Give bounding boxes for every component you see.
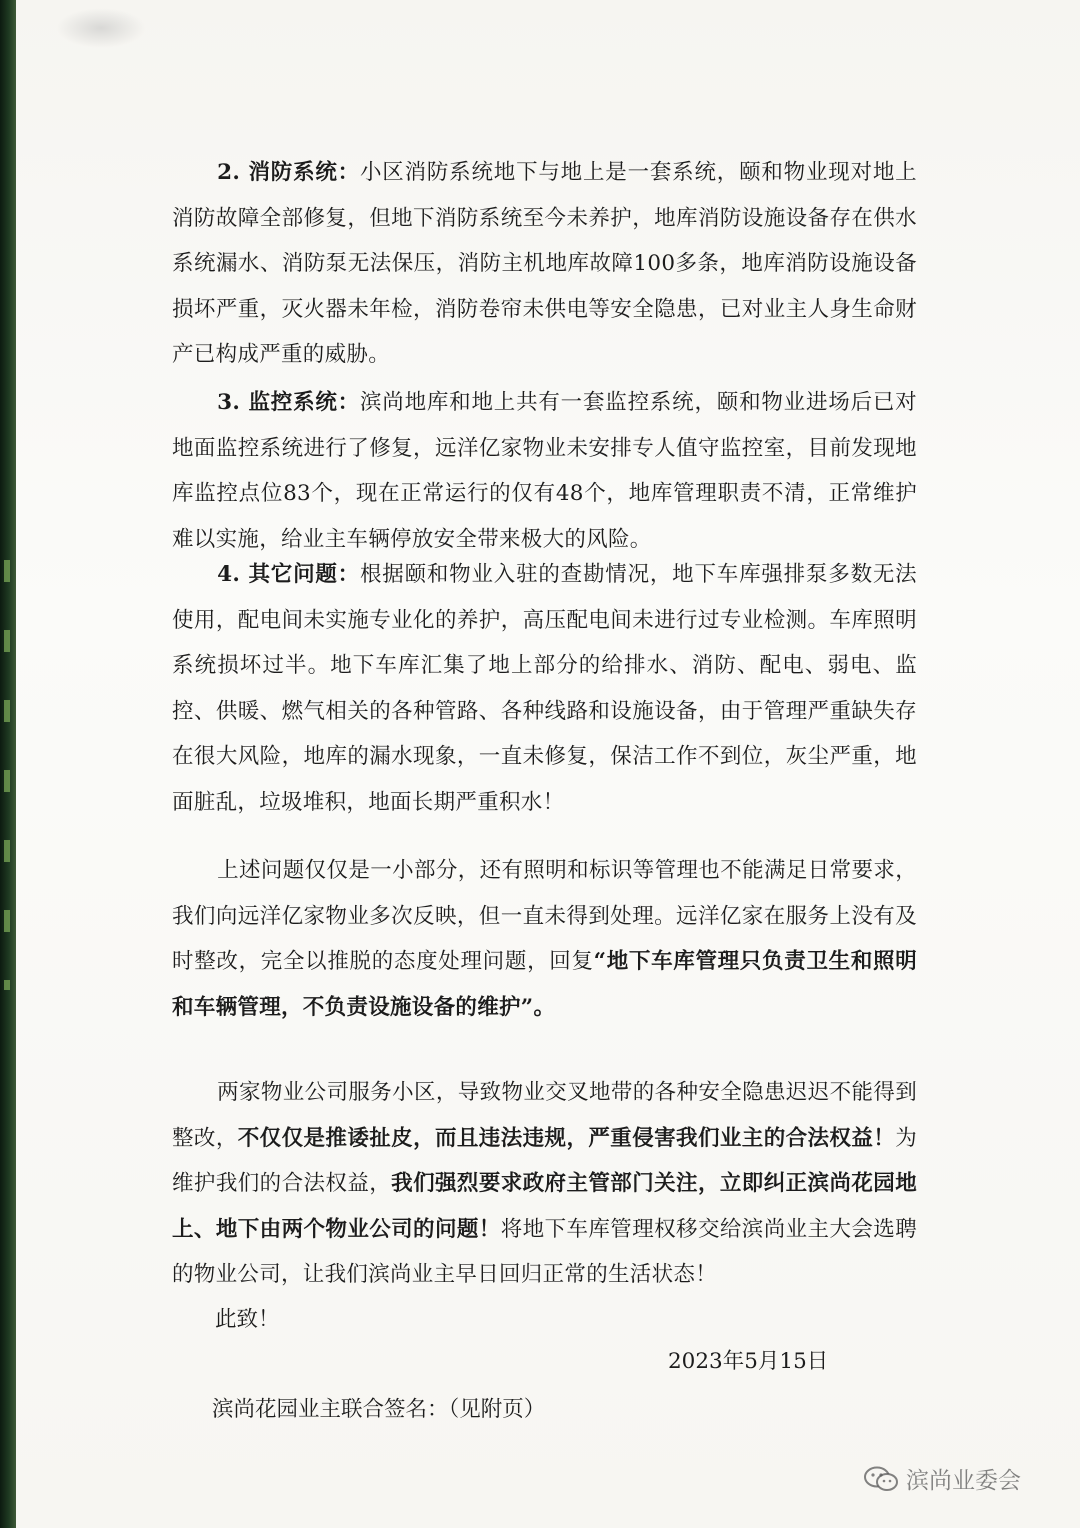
section-heading: 2. 消防系统：	[217, 160, 360, 185]
paragraph-text: 两家物业公司服务小区，导致物业交叉地带的各种安全隐患迟迟不能得到整改，	[172, 1080, 917, 1151]
paragraph-summary	[172, 848, 917, 1030]
paragraph-text: 为维护我们的合法权益，	[172, 1125, 917, 1196]
paragraph-text: 将地下车库管理权移交给滨尚业主大会选聘的物业公司，让我们滨尚业主早日回归正常的生活状态！	[172, 1216, 917, 1287]
section-other-issues	[172, 552, 917, 825]
document-date: 2023年5月15日	[668, 1349, 829, 1374]
paragraph-demand	[172, 1070, 917, 1298]
watermark-text: 滨尚业委会	[906, 1468, 1021, 1494]
section-monitoring-system	[172, 380, 917, 562]
bold-text: 不仅仅是推诿扯皮，而且违法违规，严重侵害我们业主的合法权益！	[237, 1125, 896, 1151]
closing-salutation: 此致！	[215, 1307, 280, 1332]
wechat-icon	[862, 1465, 900, 1493]
section-text: 小区消防系统地下与地上是一套系统，颐和物业现对地上消防故障全部修复，但地下消防系统至今未养护，地库消防设施设备存在供水系统漏水、消防泵无法保压，消防主机地库故障100多条，地库消防设施设备损坏严重，灭火器未年检，消防卷帘未供电等安全隐患，已对业主人身生命财产已构成严重的威胁。	[172, 160, 917, 367]
section-heading: 3. 监控系统：	[217, 390, 360, 415]
section-text: 根据颐和物业入驻的查勘情况，地下车库强排泵多数无法使用，配电间未实施专业化的养护，高压配电间未进行过专业检测。车库照明系统损坏过半。地下车库汇集了地上部分的给排水、消防、配电、弱电、监控、供暖、燃气相关的各种管路、各种线路和设施设备，由于管理严重缺失存在很大风险，地库的漏水现象，一直未修复，保洁工作不到位，灰尘严重，地面脏乱，垃圾堆积，地面长期严重积水！	[172, 562, 917, 815]
section-fire-system	[172, 150, 917, 378]
wechat-watermark	[862, 1462, 1021, 1495]
bold-demand: 我们强烈要求政府主管部门关注，立即纠正滨尚花园地上、地下由两个物业公司的问题！	[172, 1171, 917, 1242]
section-text: 滨尚地库和地上共有一套监控系统，颐和物业进场后已对地面监控系统进行了修复，远洋亿家物业未安排专人值守监控室，目前发现地库监控点位83个，现在正常运行的仅有48个，地库管理职责不清，正常维护难以实施，给业主车辆停放安全带来极大的风险。	[172, 390, 917, 552]
section-heading: 4. 其它问题：	[217, 562, 360, 587]
binder-edge	[0, 0, 16, 1528]
paragraph-text: 上述问题仅仅是一小部分，还有照明和标识等管理也不能满足日常要求，我们向远洋亿家物业多次反映，但一直未得到处理。远洋亿家在服务上没有及时整改，完全以推脱的态度处理问题，回复	[172, 858, 917, 974]
joint-signature-line: 滨尚花园业主联合签名：（见附页）	[212, 1397, 546, 1422]
quoted-reply: “地下车库管理只负责卫生和照明和车辆管理，不负责设施设备的维护”。	[172, 949, 918, 1020]
